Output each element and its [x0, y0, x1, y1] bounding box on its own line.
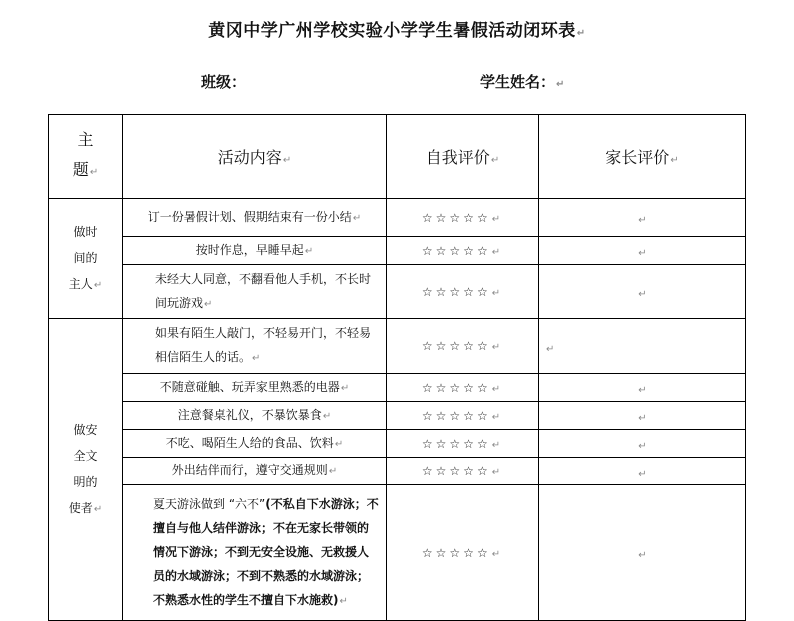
activity-content-swimming-rules: 夏天游泳做到 “六不”(不私自下水游泳；不擅自与他人结伴游泳；不在无家长带领的情况下游泳；不到无安全设施、无救援人员的水域游泳；不到不熟悉的水域游泳；不熟悉水性的学生不擅自下水施救)↵ [123, 485, 387, 621]
table-row [49, 402, 746, 430]
parent-eval-cell[interactable]: ↵ [539, 237, 746, 265]
table-row [49, 485, 746, 621]
activity-table [48, 114, 746, 621]
parent-eval-cell[interactable]: ↵ [539, 265, 746, 319]
self-eval-stars[interactable]: ☆☆☆☆☆↵ [387, 199, 539, 237]
table-row [49, 265, 746, 319]
self-eval-header: 自我评价↵ [387, 115, 539, 199]
table-header-row [49, 115, 746, 199]
paragraph-mark-icon: ↵ [556, 79, 565, 90]
activity-content: 未经大人同意，不翻看他人手机，不长时间玩游戏↵ [123, 265, 387, 319]
self-eval-stars[interactable]: ☆☆☆☆☆↵ [387, 430, 539, 458]
self-eval-stars[interactable]: ☆☆☆☆☆↵ [387, 265, 539, 319]
table-row [49, 199, 746, 237]
parent-eval-cell[interactable]: ↵ [539, 430, 746, 458]
self-eval-stars[interactable]: ☆☆☆☆☆↵ [387, 374, 539, 402]
topic-cell-time-master: 做时 间的 主人↵ [49, 199, 123, 319]
table-row [49, 458, 746, 485]
topic-header: 主 题↵ [49, 115, 123, 199]
parent-eval-cell[interactable]: ↵ [539, 458, 746, 485]
self-eval-stars[interactable]: ☆☆☆☆☆↵ [387, 458, 539, 485]
activity-content: 按时作息，早睡早起↵ [123, 237, 387, 265]
parent-eval-cell[interactable]: ↵ [539, 199, 746, 237]
activity-content: 如果有陌生人敲门，不轻易开门，不轻易相信陌生人的话。↵ [123, 319, 387, 374]
activity-content: 不随意碰触、玩弄家里熟悉的电器↵ [123, 374, 387, 402]
content-header: 活动内容↵ [123, 115, 387, 199]
table-row [49, 319, 746, 374]
parent-eval-header: 家长评价↵ [539, 115, 746, 199]
student-name-label: 学生姓名：↵ [480, 73, 565, 91]
parent-eval-cell[interactable]: ↵ [539, 319, 746, 374]
parent-eval-cell[interactable]: ↵ [539, 485, 746, 621]
activity-content: 不吃、喝陌生人给的食品、饮料↵ [123, 430, 387, 458]
activity-content: 注意餐桌礼仪，不暴饮暴食↵ [123, 402, 387, 430]
class-label: 班级： [201, 73, 247, 91]
parent-eval-cell[interactable]: ↵ [539, 402, 746, 430]
self-eval-stars[interactable]: ☆☆☆☆☆↵ [387, 485, 539, 621]
table-row [49, 430, 746, 458]
activity-content: 外出结伴而行，遵守交通规则↵ [123, 458, 387, 485]
activity-content: 订一份暑假计划、假期结束有一份小结↵ [123, 199, 387, 237]
topic-cell-safety-envoy: 做安 全文 明的 使者↵ [49, 319, 123, 621]
table-row [49, 237, 746, 265]
page-title: 黄冈中学广州学校实验小学学生暑假活动闭环表↵ [208, 21, 586, 41]
parent-eval-cell[interactable]: ↵ [539, 374, 746, 402]
self-eval-stars[interactable]: ☆☆☆☆☆↵ [387, 237, 539, 265]
paragraph-mark-icon: ↵ [576, 28, 586, 39]
self-eval-stars[interactable]: ☆☆☆☆☆↵ [387, 402, 539, 430]
table-row [49, 374, 746, 402]
self-eval-stars[interactable]: ☆☆☆☆☆↵ [387, 319, 539, 374]
